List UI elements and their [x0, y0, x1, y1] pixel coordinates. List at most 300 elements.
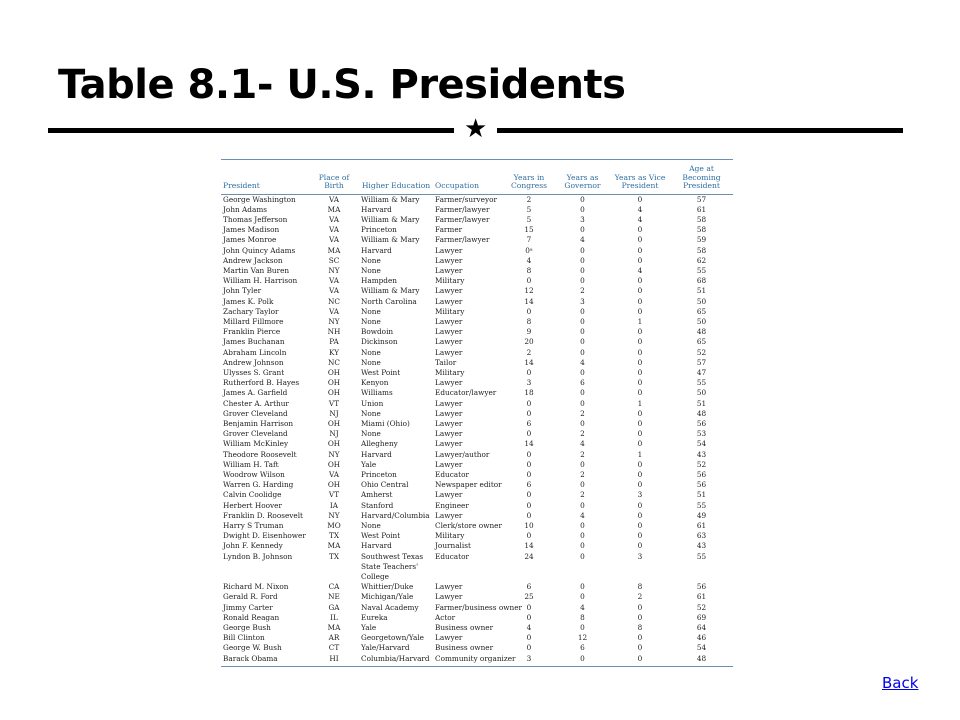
cell-years-in-congress: 24	[524, 551, 534, 561]
cell-years-in-congress: 0	[526, 531, 532, 541]
cell-years-as-vice-president: 0	[637, 225, 643, 235]
cell-occupation: Lawyer	[435, 408, 463, 418]
cell-president: Barack Obama	[221, 654, 309, 667]
cell-place-of-birth: NE	[328, 592, 340, 602]
table-row	[221, 501, 733, 511]
cell-years-as-governor: 0	[580, 194, 585, 204]
cell-age: 50	[696, 388, 707, 398]
cell-higher-education: Harvard	[361, 541, 392, 551]
cell-years-as-vice-president: 0	[637, 602, 643, 612]
cell-years-as-vice-president: 0	[637, 459, 643, 469]
cell-years-as-governor: 6	[580, 643, 585, 653]
cell-years-as-vice-president: 0	[637, 367, 643, 377]
cell-occupation: Clerk/store owner	[435, 521, 502, 530]
cell-place-of-birth: OH	[327, 378, 341, 388]
table-row	[221, 450, 733, 460]
cell-place-of-birth: CA	[328, 582, 340, 592]
cell-occupation: Farmer/lawyer	[435, 235, 490, 245]
cell-years-in-congress: 0	[526, 306, 532, 316]
cell-higher-education: North Carolina	[361, 296, 417, 306]
cell-years-as-vice-president: 0	[637, 500, 643, 510]
cell-age: 55	[696, 378, 707, 388]
cell-age: 68	[696, 276, 707, 286]
cell-higher-education: Kenyon	[361, 378, 389, 388]
cell-higher-education: William & Mary	[361, 286, 420, 296]
cell-years-as-vice-president: 0	[637, 357, 643, 367]
cell-years-as-governor: 4	[580, 357, 585, 367]
cell-higher-education: Yale/Harvard	[361, 643, 410, 653]
cell-president: George W. Bush	[223, 643, 282, 653]
cell-place-of-birth: HI	[309, 654, 359, 667]
cell-occupation: Military	[435, 367, 465, 377]
cell-age: 58	[696, 245, 707, 255]
slide-title: Table 8.1- U.S. Presidents	[58, 62, 626, 108]
cell-years-as-governor: 3	[580, 296, 585, 306]
cell-place-of-birth: OH	[327, 418, 341, 428]
cell-occupation: Community organizer	[433, 654, 503, 667]
column-header-years-as-vice-president: Years as Vice President	[610, 160, 670, 195]
table-row	[221, 276, 733, 286]
cell-years-in-congress: 14	[524, 296, 534, 306]
cell-years-as-governor: 0	[580, 327, 585, 337]
cell-president: Richard M. Nixon	[223, 582, 289, 592]
cell-place-of-birth: NJ	[329, 429, 339, 439]
cell-age: 49	[696, 510, 707, 520]
cell-years-as-vice-president: 4	[637, 265, 643, 275]
star-icon: ★	[464, 114, 488, 144]
cell-place-of-birth: VA	[328, 306, 340, 316]
cell-age: 48	[696, 408, 707, 418]
column-header-higher-education: Higher Education	[359, 160, 433, 195]
cell-place-of-birth: VT	[328, 490, 340, 500]
cell-president: Franklin Pierce	[223, 327, 281, 337]
cell-years-as-vice-president: 4	[637, 204, 643, 214]
cell-occupation: Journalist	[435, 541, 471, 551]
cell-age: 55	[696, 265, 707, 275]
table-row	[221, 266, 733, 276]
table-row	[221, 286, 733, 296]
cell-president: Martin Van Buren	[223, 265, 290, 275]
table-row	[221, 317, 733, 327]
cell-age: 51	[696, 398, 707, 408]
cell-occupation: Lawyer	[435, 265, 463, 275]
cell-years-in-congress: 0	[526, 449, 532, 459]
cell-president: William McKinley	[223, 439, 289, 449]
cell-place-of-birth: VA	[328, 276, 340, 286]
cell-president: Woodrow Wilson	[223, 469, 285, 479]
cell-occupation: Farmer/business owner	[435, 602, 523, 612]
cell-years-as-vice-president: 1	[637, 398, 643, 408]
cell-occupation: Lawyer	[435, 582, 463, 592]
cell-age: 62	[696, 255, 707, 265]
cell-president: Gerald R. Ford	[223, 592, 278, 602]
cell-place-of-birth: PA	[329, 337, 339, 347]
cell-president: William H. Harrison	[223, 276, 298, 286]
cell-years-in-congress: 0ᵃ	[525, 245, 533, 255]
table-row	[221, 439, 733, 449]
table-header-row	[221, 160, 733, 195]
cell-years-as-governor: 4	[580, 602, 585, 612]
cell-years-as-vice-president: 8	[637, 623, 643, 633]
table-row	[221, 205, 733, 215]
presidents-table	[221, 159, 733, 667]
cell-years-in-congress: 3	[503, 654, 555, 667]
cell-years-in-congress: 6	[526, 480, 532, 490]
cell-years-as-vice-president: 0	[637, 296, 643, 306]
cell-years-as-governor: 4	[580, 439, 585, 449]
cell-place-of-birth: MA	[327, 204, 341, 214]
cell-years-as-vice-president: 0	[637, 521, 643, 530]
cell-occupation: Lawyer	[435, 245, 463, 255]
cell-occupation: Lawyer	[435, 378, 463, 388]
cell-years-in-congress: 9	[526, 327, 532, 337]
cell-president: Calvin Coolidge	[223, 490, 282, 500]
cell-years-in-congress: 0	[526, 612, 532, 622]
cell-years-as-vice-president: 0	[637, 439, 643, 449]
cell-years-as-vice-president: 0	[637, 531, 643, 541]
cell-occupation: Lawyer	[435, 286, 463, 296]
cell-years-as-vice-president: 0	[637, 306, 643, 316]
cell-age: 56	[696, 480, 707, 490]
cell-years-as-vice-president: 0	[637, 245, 643, 255]
cell-years-in-congress: 0	[526, 408, 532, 418]
cell-years-as-governor: 0	[580, 388, 585, 398]
cell-years-in-congress: 0	[526, 602, 532, 612]
cell-age: 55	[696, 500, 707, 510]
cell-higher-education: Princeton	[361, 469, 397, 479]
cell-age: 43	[696, 541, 707, 551]
cell-higher-education: None	[361, 255, 381, 265]
cell-higher-education: None	[361, 347, 381, 357]
cell-years-in-congress: 8	[526, 316, 532, 326]
cell-years-as-vice-president: 1	[637, 316, 643, 326]
cell-years-in-congress: 5	[526, 204, 532, 214]
cell-place-of-birth: TX	[328, 531, 340, 541]
cell-years-as-vice-president: 0	[637, 388, 643, 398]
cell-years-as-governor: 0	[580, 306, 585, 316]
cell-president: Benjamin Harrison	[223, 418, 294, 428]
table-row	[221, 246, 733, 256]
cell-age: 48	[696, 327, 707, 337]
cell-occupation: Lawyer	[435, 296, 463, 306]
cell-occupation: Farmer/surveyor	[435, 194, 497, 204]
cell-president: James K. Polk	[223, 296, 274, 306]
cell-age: 52	[696, 459, 707, 469]
cell-years-as-vice-president: 8	[637, 582, 643, 592]
cell-president: Millard Fillmore	[223, 316, 284, 326]
cell-years-as-governor: 0	[580, 541, 585, 551]
cell-occupation: Lawyer	[435, 255, 463, 265]
cell-occupation: Farmer	[435, 225, 463, 235]
cell-years-as-vice-president: 0	[637, 378, 643, 388]
cell-years-in-congress: 0	[526, 490, 532, 500]
cell-higher-education: Harvard	[361, 245, 392, 255]
cell-place-of-birth: CT	[328, 643, 340, 653]
cell-higher-education: Southwest Texas State Teachers' College	[361, 551, 424, 582]
cell-age: 53	[696, 429, 707, 439]
cell-years-in-congress: 0	[526, 510, 532, 520]
cell-years-as-governor: 0	[580, 500, 585, 510]
cell-president: James A. Garfield	[223, 388, 288, 398]
title-divider-left	[48, 128, 454, 133]
cell-years-as-vice-president: 3	[637, 551, 643, 561]
table-row	[221, 480, 733, 490]
cell-years-as-governor: 0	[580, 276, 585, 286]
cell-age: 52	[696, 602, 707, 612]
cell-place-of-birth: OH	[327, 439, 341, 449]
cell-higher-education: Harvard/Columbia	[361, 510, 430, 520]
cell-years-as-governor: 0	[580, 582, 585, 592]
cell-higher-education: Princeton	[361, 225, 397, 235]
table-row	[221, 429, 733, 439]
cell-occupation: Lawyer	[435, 337, 463, 347]
cell-years-as-governor: 8	[580, 612, 585, 622]
table-row	[221, 194, 733, 205]
cell-president: Grover Cleveland	[223, 429, 288, 439]
cell-age: 47	[696, 367, 707, 377]
cell-age: 54	[696, 439, 707, 449]
cell-president: John Quincy Adams	[223, 245, 296, 255]
cell-age: 65	[696, 337, 707, 347]
cell-years-as-governor: 0	[580, 204, 585, 214]
cell-age: 54	[696, 643, 707, 653]
cell-years-in-congress: 18	[524, 388, 534, 398]
cell-years-as-governor: 0	[580, 347, 585, 357]
cell-occupation: Lawyer	[435, 327, 463, 337]
cell-years-as-governor: 2	[580, 490, 585, 500]
table-row	[221, 368, 733, 378]
cell-higher-education: Yale	[361, 459, 377, 469]
cell-age: 43	[696, 449, 707, 459]
cell-higher-education: Amherst	[361, 490, 393, 500]
cell-age: 59	[696, 235, 707, 245]
cell-years-in-congress: 0	[526, 500, 532, 510]
table-body	[221, 194, 733, 666]
cell-place-of-birth: VA	[328, 214, 340, 224]
cell-age: 61	[696, 592, 707, 602]
cell-higher-education: Whittier/Duke	[361, 582, 414, 592]
table-row	[221, 623, 733, 633]
table-row	[221, 225, 733, 235]
cell-occupation: Lawyer	[435, 398, 463, 408]
table-row	[221, 460, 733, 470]
cell-years-in-congress: 3	[526, 378, 532, 388]
cell-years-as-governor: 0	[580, 316, 585, 326]
presidents-table-image	[221, 159, 733, 667]
cell-higher-education: Naval Academy	[361, 602, 419, 612]
cell-years-as-governor: 0	[580, 459, 585, 469]
cell-place-of-birth: GA	[328, 602, 340, 612]
cell-higher-education: West Point	[361, 367, 401, 377]
cell-years-in-congress: 14	[524, 357, 534, 367]
cell-years-in-congress: 0	[526, 633, 532, 643]
cell-president: John Tyler	[223, 286, 262, 296]
cell-years-in-congress: 5	[526, 214, 532, 224]
cell-occupation: Tailor	[435, 357, 457, 367]
cell-higher-education: None	[361, 521, 381, 530]
cell-place-of-birth: TX	[328, 551, 340, 561]
column-header-place-of-birth: Place of Birth	[309, 160, 359, 195]
cell-higher-education: None	[361, 429, 381, 439]
cell-place-of-birth: MO	[327, 521, 341, 530]
cell-years-as-vice-president: 0	[637, 480, 643, 490]
cell-age: 58	[696, 214, 707, 224]
cell-years-as-vice-president: 0	[637, 510, 643, 520]
cell-occupation: Engineer	[435, 500, 469, 510]
cell-occupation: Educator/lawyer	[435, 388, 497, 398]
cell-years-as-vice-president: 0	[610, 654, 670, 667]
cell-occupation: Farmer/lawyer	[435, 204, 490, 214]
cell-years-as-governor: 0	[580, 265, 585, 275]
cell-higher-education: None	[361, 357, 381, 367]
cell-age: 56	[696, 582, 707, 592]
cell-years-as-governor: 0	[580, 480, 585, 490]
cell-higher-education: Hampden	[361, 276, 397, 286]
cell-higher-education: Harvard	[361, 449, 392, 459]
cell-years-as-governor: 0	[580, 398, 585, 408]
cell-higher-education: Ohio Central	[361, 480, 409, 490]
cell-occupation: Military	[435, 531, 465, 541]
cell-president: Rutherford B. Hayes	[223, 378, 300, 388]
cell-place-of-birth: NJ	[329, 408, 339, 418]
cell-president: Andrew Johnson	[223, 357, 284, 367]
cell-president: Chester A. Arthur	[223, 398, 289, 408]
cell-age: 61	[696, 204, 707, 214]
cell-years-as-governor: 6	[580, 378, 585, 388]
cell-years-as-governor: 0	[580, 521, 585, 530]
cell-years-as-vice-president: 0	[637, 643, 643, 653]
cell-higher-education: None	[361, 306, 381, 316]
cell-higher-education: Georgetown/Yale	[361, 633, 424, 643]
cell-years-as-vice-president: 0	[637, 612, 643, 622]
table-row	[221, 409, 733, 419]
cell-place-of-birth: KY	[328, 347, 340, 357]
cell-occupation: Military	[435, 306, 465, 316]
cell-president: Harry S Truman	[223, 521, 284, 530]
cell-place-of-birth: IL	[330, 612, 338, 622]
table-row	[221, 541, 733, 551]
cell-president: Warren G. Harding	[223, 480, 294, 490]
cell-years-in-congress: 6	[526, 582, 532, 592]
cell-age: 57	[696, 357, 707, 367]
cell-president: Abraham Lincoln	[223, 347, 287, 357]
cell-years-as-vice-president: 0	[637, 235, 643, 245]
table-row	[221, 348, 733, 358]
cell-occupation: Military	[435, 276, 465, 286]
table-row	[221, 531, 733, 541]
cell-occupation: Lawyer	[435, 316, 463, 326]
cell-place-of-birth: VA	[328, 286, 340, 296]
cell-higher-education: Union	[361, 398, 384, 408]
cell-occupation: Lawyer/author	[435, 449, 490, 459]
table-row	[221, 378, 733, 388]
back-link[interactable]: Back	[882, 674, 919, 692]
cell-years-as-vice-president: 4	[637, 214, 643, 224]
cell-age: 50	[696, 296, 707, 306]
cell-years-in-congress: 25	[524, 592, 534, 602]
cell-president: Thomas Jefferson	[223, 214, 288, 224]
cell-age: 65	[696, 306, 707, 316]
column-header-occupation: Occupation	[433, 160, 503, 195]
cell-years-as-vice-president: 0	[637, 327, 643, 337]
cell-years-as-governor: 0	[580, 623, 585, 633]
cell-place-of-birth: MA	[327, 541, 341, 551]
cell-higher-education: None	[361, 265, 381, 275]
cell-years-in-congress: 14	[524, 541, 534, 551]
cell-age: 48	[670, 654, 733, 667]
cell-higher-education: West Point	[361, 531, 401, 541]
cell-occupation: Lawyer	[435, 633, 463, 643]
cell-place-of-birth: MA	[327, 245, 341, 255]
cell-president: Theodore Roosevelt	[223, 449, 297, 459]
cell-place-of-birth: OH	[327, 459, 341, 469]
cell-president: Herbert Hoover	[223, 500, 282, 510]
cell-higher-education: Michigan/Yale	[361, 592, 414, 602]
cell-occupation: Educator	[435, 551, 469, 561]
cell-years-as-governor: 2	[580, 469, 585, 479]
cell-place-of-birth: NH	[327, 327, 341, 337]
cell-years-as-governor: 2	[580, 429, 585, 439]
cell-president: James Monroe	[223, 235, 277, 245]
cell-age: 58	[696, 225, 707, 235]
cell-years-as-vice-president: 3	[637, 490, 643, 500]
cell-years-as-vice-president: 0	[637, 276, 643, 286]
cell-occupation: Business owner	[435, 643, 494, 653]
cell-years-as-governor: 0	[555, 654, 610, 667]
cell-years-as-governor: 2	[580, 408, 585, 418]
table-row	[221, 633, 733, 643]
table-row	[221, 358, 733, 368]
cell-higher-education: Columbia/Harvard	[359, 654, 433, 667]
cell-years-in-congress: 0	[526, 459, 532, 469]
cell-years-in-congress: 0	[526, 429, 532, 439]
cell-occupation: Lawyer	[435, 439, 463, 449]
cell-occupation: Business owner	[435, 623, 494, 633]
cell-years-in-congress: 12	[524, 286, 534, 296]
cell-higher-education: Yale	[361, 623, 377, 633]
cell-president: James Buchanan	[223, 337, 285, 347]
cell-age: 51	[696, 490, 707, 500]
cell-age: 52	[696, 347, 707, 357]
cell-occupation: Lawyer	[435, 459, 463, 469]
cell-occupation: Educator	[435, 469, 469, 479]
cell-age: 61	[696, 521, 707, 530]
cell-years-in-congress: 15	[524, 225, 534, 235]
cell-place-of-birth: OH	[327, 388, 341, 398]
cell-years-as-vice-president: 0	[637, 194, 643, 204]
table-row	[221, 419, 733, 429]
cell-years-as-governor: 2	[580, 286, 585, 296]
cell-age: 51	[696, 286, 707, 296]
table-row	[221, 582, 733, 592]
cell-age: 63	[696, 531, 707, 541]
cell-years-as-vice-president: 0	[637, 337, 643, 347]
cell-years-in-congress: 2	[526, 347, 532, 357]
table-row	[221, 399, 733, 409]
cell-years-as-governor: 0	[580, 531, 585, 541]
cell-years-as-governor: 4	[580, 510, 585, 520]
cell-president: Ronald Reagan	[223, 612, 280, 622]
cell-place-of-birth: VA	[328, 469, 340, 479]
cell-higher-education: Williams	[361, 388, 393, 398]
cell-occupation: Lawyer	[435, 429, 463, 439]
table-row	[221, 643, 733, 653]
table-row	[221, 603, 733, 613]
cell-place-of-birth: NY	[328, 316, 340, 326]
cell-years-as-governor: 2	[580, 449, 585, 459]
cell-years-as-governor: 4	[580, 235, 585, 245]
cell-years-in-congress: 0	[526, 276, 532, 286]
